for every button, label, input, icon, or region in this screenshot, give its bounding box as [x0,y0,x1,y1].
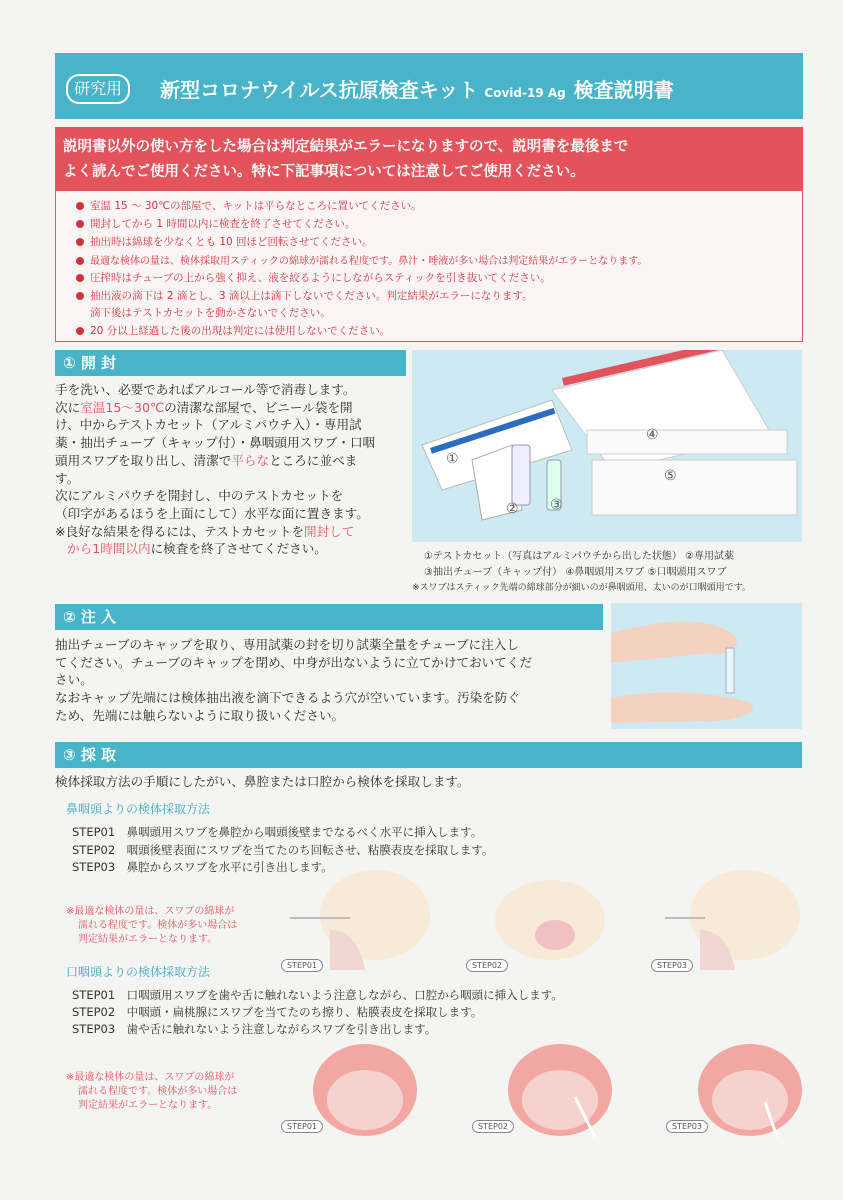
section-injection-text: 抽出チューブのキャップを取り、専用試薬の封を切り試薬全量をチューブに注入し てください。チューブのキャップを閉め、中身が出ないように立てかけておいてくだ さい。 なおキャップ先端には検体抽出液を滴下できるよう穴が空いています。汚染を防ぐ ため、先端には触らないように取り扱いください。 [55,637,533,723]
bullet-icon [76,257,84,265]
oral-step: STEP02 中咽頭・扁桃腺にスワブを当てたのち擦り、粘膜表皮を採取します。 [72,1005,483,1019]
bullet-icon [76,292,84,300]
oral-step1-badge: STEP01 [281,1120,323,1133]
nasal-step2-badge: STEP02 [466,959,508,972]
title-subtitle: Covid-19 Ag [484,86,566,100]
warning-item: 開封してから 1 時間以内に検査を終了させてください。 [76,216,355,231]
warning-item: 最適な検体の量は、検体採取用スティックの綿球が濡れる程度です。鼻汁・唾液が多い場合は判定結果がエラーとなります。 [76,252,647,267]
oral-note: ※最適な検体の量は、スワブの綿球が 濡れる程度です。検体が多い場合は 判定結果がエラーとなります。 [66,1072,238,1111]
hands-illustration [611,603,802,729]
collection-intro: 検体採取方法の手順にしたがい、鼻腔または口腔から検体を採取します。 [55,774,470,789]
warning-item: 圧搾時はチューブの上から強く抑え、液を絞るようにしながらスティックを引き抜いてください。 [76,270,551,285]
oral-step: STEP03 歯や舌に触れないよう注意しながらスワブを引き出します。 [72,1022,437,1036]
photo-label-5: ⑤ [664,468,677,484]
warning-item: 抽出時は綿球を少なくとも 10 回ほど回転させてください。 [76,234,373,249]
warning-item: 抽出液の滴下は 2 滴とし、3 滴以上は滴下しないでください。判定結果がエラーになります。 [76,288,533,303]
photo-label-1: ① [446,451,459,467]
nasal-step: STEP02 咽頭後壁表面にスワブを当てたのち回転させ、粘膜表皮を採取します。 [72,843,494,857]
oral-step: STEP01 口咽頭用スワブを歯や舌に触れないよう注意しながら、口腔から咽頭に挿入します。 [72,988,563,1002]
nasal-step2-illustration [480,880,610,970]
bullet-icon [76,238,84,246]
title-main: 新型コロナウイルス抗原検査キット [160,78,479,102]
bullet-icon [76,274,84,282]
bullet-icon [76,202,84,210]
warning-item: 20 分以上経過した後の出現は判定には使用しないでください。 [76,323,390,338]
nasal-note: ※最適な検体の量は、スワブの綿球が 濡れる程度です。検体が多い場合は 判定結果がエラーとなります。 [66,906,238,945]
nasal-step: STEP03 鼻腔からスワブを水平に引き出します。 [72,860,333,874]
photo-caption-3: ※スワブはスティック先端の綿球部分が細いのが鼻咽頭用、太いのが口咽頭用です。 [412,583,751,593]
section-opening-header: ① 開 封 [55,350,406,376]
bullet-icon [76,327,84,335]
warning-list [55,191,803,342]
kit-photo [412,350,802,542]
document-title [160,74,674,103]
kit-illustration [412,350,802,542]
bullet-icon [76,220,84,228]
nasal-step1-badge: STEP01 [281,959,323,972]
warning-line-1: 説明書以外の使い方をした場合は判定結果がエラーになりますので、説明書を最後まで [63,139,629,155]
photo-caption-1: ①テストカセット（写真はアルミパウチから出した状態） ②専用試薬 [424,551,735,562]
research-use-tag: 研究用 [66,74,130,104]
title-doc: 検査説明書 [573,78,674,102]
oral-step3-illustration [695,1042,805,1142]
oral-method-title: 口咽頭よりの検体採取方法 [66,965,211,979]
warning-item: 室温 15 ～ 30℃の部屋で、キットは平らなところに置いてください。 [76,198,422,213]
photo-label-2: ② [506,501,519,517]
nasal-step3-badge: STEP03 [651,959,693,972]
section-collection-header: ③ 採 取 [55,742,802,768]
photo-label-4: ④ [646,427,659,443]
warning-item-continuation: 滴下後はテストカセットを動かさないでください。 [90,307,331,319]
oral-step2-illustration [505,1042,615,1142]
section-injection-header: ② 注 入 [55,604,603,630]
warning-line-2: よく読んでご使用ください。特に下記事項については注意してご使用ください。 [63,164,585,180]
warning-banner [55,127,803,191]
oral-step1-illustration [310,1042,420,1142]
hands-photo [611,603,802,729]
photo-label-3: ③ [550,497,563,513]
nasal-method-title: 鼻咽頭よりの検体採取方法 [66,802,211,816]
photo-caption-2: ③抽出チューブ（キャップ付） ④鼻咽頭用スワブ ⑤口咽頭用スワブ [424,567,727,578]
section-opening-text: 手を洗い、必要であればアルコール等で消毒します。 次に室温15～30℃の清潔な部屋で、ビニール袋を開 け、中からテストカセット（アルミパウチ入）・専用試 薬・抽出チューブ（キャップ付）・鼻咽頭用スワブ・口咽 頭用スワブを取り出し、清潔で平らなところに並べま す。 次にアルミパウチを開封し、中のテストカセットを （印字があるほうを上面にして）水平な面に置きます。 ※良好な結果を得るには、テストカセットを開封して から1時間以内に検査を終了させてください。 [55,382,376,557]
nasal-step: STEP01 鼻咽頭用スワブを鼻腔から咽頭後壁までなるべく水平に挿入します。 [72,825,483,839]
oral-step3-badge: STEP03 [666,1120,708,1133]
oral-step2-badge: STEP02 [472,1120,514,1133]
nasal-step1-illustration [290,870,430,970]
nasal-step3-illustration [660,870,800,970]
